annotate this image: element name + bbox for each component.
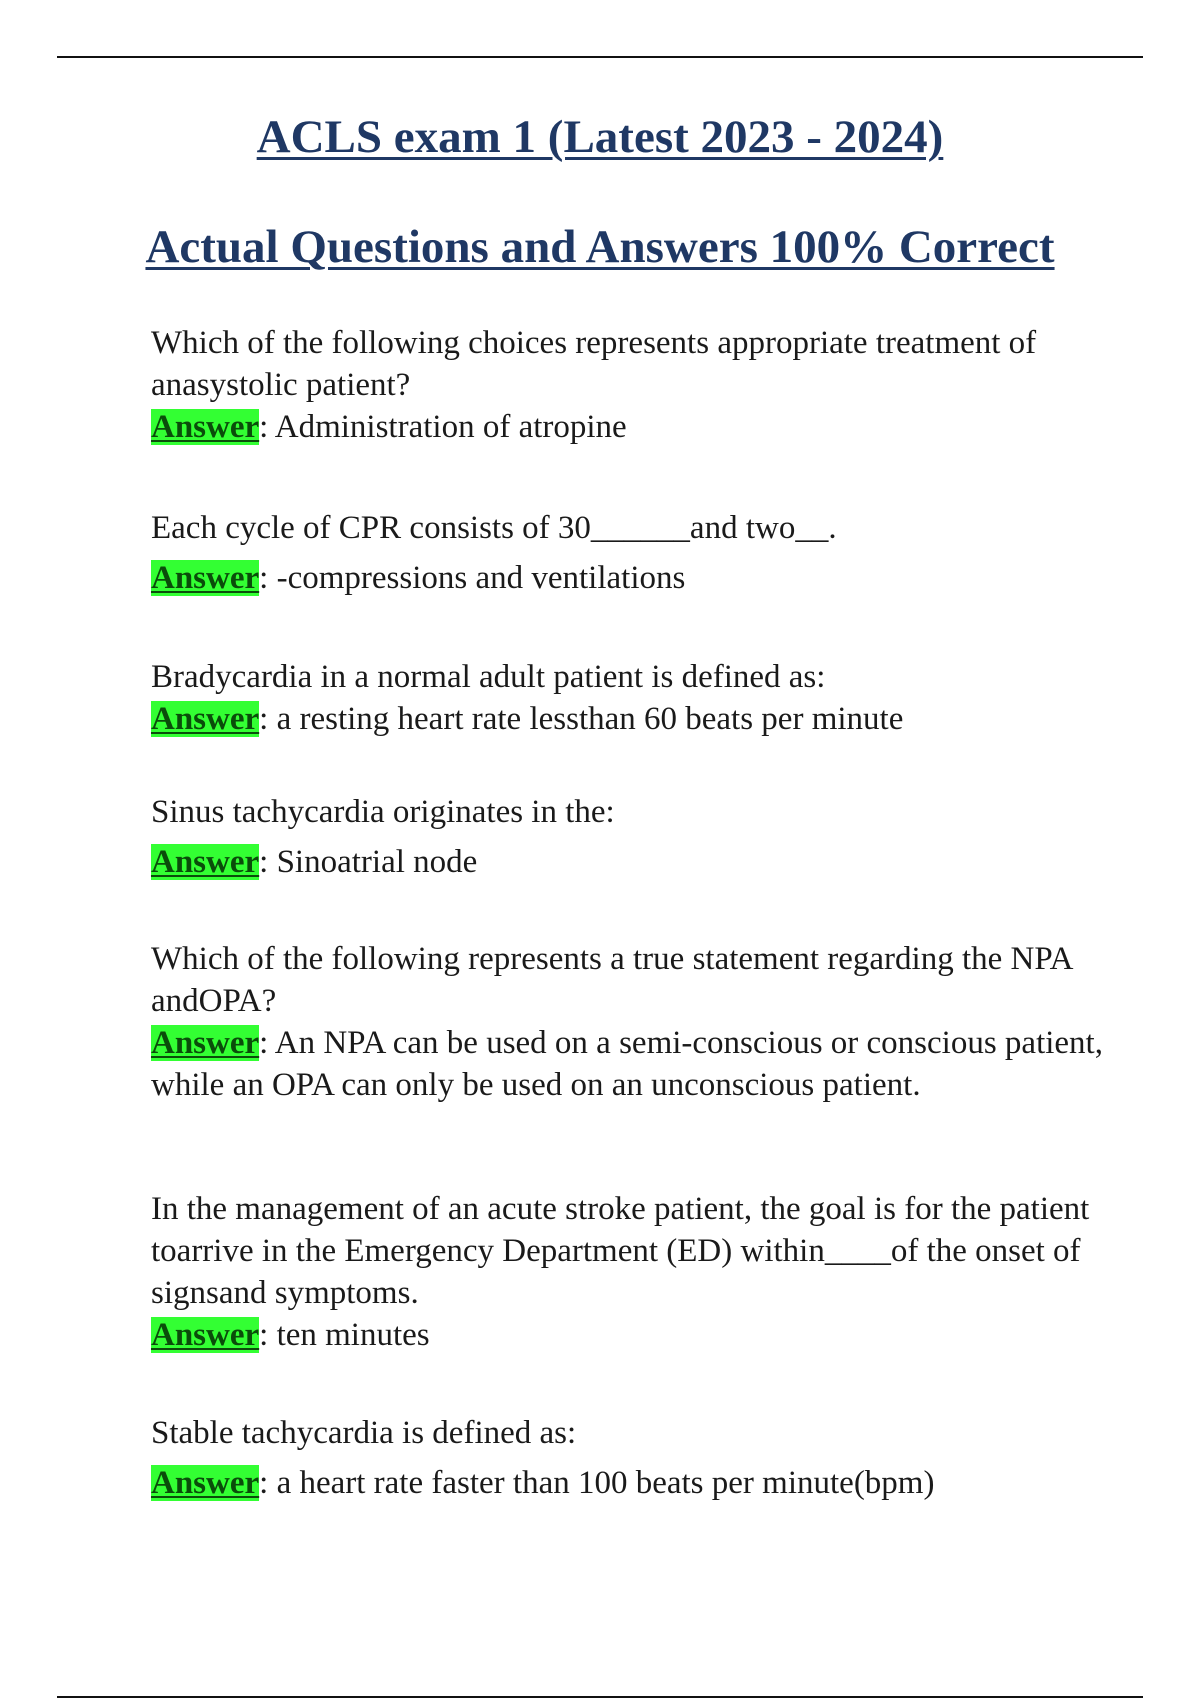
qa-item-5 <box>151 938 1111 1106</box>
header-rule <box>57 56 1143 58</box>
answer-text: : a resting heart rate lessthan 60 beats per minute <box>259 701 904 737</box>
answer-text: : Sinoatrial node <box>259 844 478 880</box>
answer-label: Answer <box>151 844 260 880</box>
question-text: Bradycardia in a normal adult patient is defined as: <box>151 659 826 695</box>
answer-text: : a heart rate faster than 100 beats per minute(bpm) <box>259 1465 935 1501</box>
answer-line <box>151 698 1111 740</box>
question-text: Which of the following represents a true statement regarding the NPA andOPA? <box>151 941 1072 1019</box>
qa-item-6 <box>151 1188 1111 1356</box>
answer-line <box>151 841 1111 883</box>
qa-item-1 <box>151 322 1111 448</box>
qa-item-7 <box>151 1412 1111 1504</box>
answer-line <box>151 406 1111 448</box>
answer-text: : Administration of atropine <box>259 409 627 445</box>
answer-line <box>151 1022 1111 1106</box>
answer-label: Answer <box>151 701 260 737</box>
answer-text: : -compressions and ventilations <box>259 560 686 596</box>
answer-text: : ten minutes <box>259 1317 430 1353</box>
question-text: Sinus tachycardia originates in the: <box>151 794 615 830</box>
answer-label: Answer <box>151 409 260 445</box>
answer-text: : An NPA can be used on a semi-conscious or conscious patient, while an OPA can only be used on an unconscious patient. <box>151 1025 1103 1103</box>
answer-line <box>151 1462 1111 1504</box>
answer-line <box>151 1314 1111 1356</box>
answer-label: Answer <box>151 1465 260 1501</box>
qa-item-4 <box>151 791 1111 883</box>
document-subtitle: Actual Questions and Answers 100% Correct <box>145 221 1055 273</box>
footer-rule <box>57 1696 1143 1698</box>
answer-line <box>151 557 1111 599</box>
qa-item-3 <box>151 656 1111 740</box>
question-text: Each cycle of CPR consists of 30______and two__. <box>151 510 837 546</box>
answer-label: Answer <box>151 1317 260 1353</box>
question-text: Which of the following choices represents appropriate treatment of anasystolic patient? <box>151 325 1037 403</box>
qa-item-2 <box>151 507 1111 599</box>
document-title: ACLS exam 1 (Latest 2023 - 2024) <box>256 111 944 163</box>
answer-label: Answer <box>151 560 260 596</box>
question-text: In the management of an acute stroke patient, the goal is for the patient toarrive in the Emergency Department (ED) within____of the onset of signsand symptoms. <box>151 1191 1090 1311</box>
answer-label: Answer <box>151 1025 260 1061</box>
question-text: Stable tachycardia is defined as: <box>151 1415 577 1451</box>
